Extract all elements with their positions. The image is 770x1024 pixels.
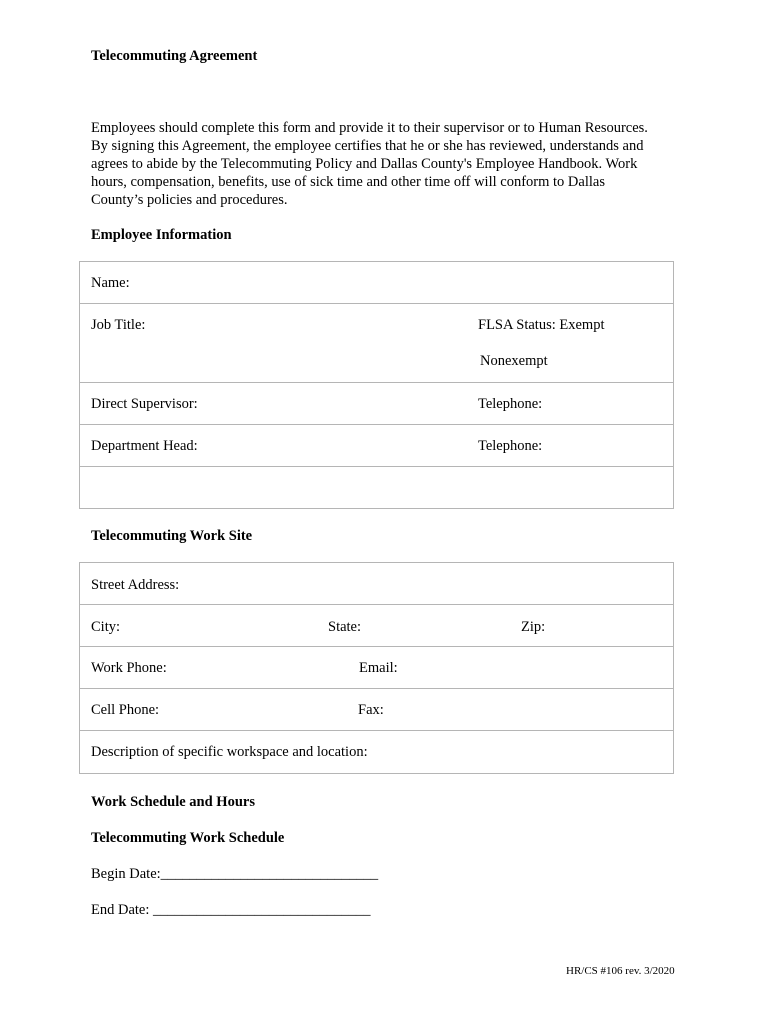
state-label: State: (328, 619, 362, 635)
end-date-field[interactable]: End Date: ______________________________ (91, 902, 371, 918)
cell-phone-row[interactable] (80, 689, 673, 731)
cell-phone-label: Cell Phone: (91, 702, 160, 718)
work-phone-label: Work Phone: (91, 660, 167, 676)
job-title-label: Job Title: (91, 317, 146, 333)
intro-paragraph (91, 119, 681, 209)
department-head-label: Department Head: (91, 438, 198, 454)
employee-info-table (79, 261, 674, 509)
work-schedule-heading: Work Schedule and Hours (91, 794, 255, 810)
city-row[interactable] (80, 605, 673, 647)
department-head-row[interactable] (80, 425, 673, 467)
zip-label: Zip: (521, 619, 546, 635)
email-label: Email: (359, 660, 398, 676)
street-address-row[interactable] (80, 563, 673, 605)
intro-line: agrees to abide by the Telecommuting Policy and Dallas County's Employee Handbook. Work (91, 156, 638, 172)
supervisor-telephone-label: Telephone: (478, 396, 543, 412)
intro-line: Employees should complete this form and provide it to their supervisor or to Human Resources. (91, 120, 648, 136)
fax-label: Fax: (358, 702, 384, 718)
intro-line: County’s policies and procedures. (91, 192, 288, 208)
telecommuting-schedule-subheading: Telecommuting Work Schedule (91, 830, 285, 846)
blank-row[interactable] (80, 467, 673, 508)
name-label: Name: (91, 275, 130, 291)
flsa-nonexempt-option[interactable]: Nonexempt (480, 353, 548, 369)
intro-line: By signing this Agreement, the employee certifies that he or she has reviewed, understands and (91, 138, 644, 154)
work-site-table (79, 562, 674, 774)
flsa-status-label: FLSA Status: Exempt (478, 317, 605, 333)
employee-info-heading: Employee Information (91, 227, 232, 243)
name-row[interactable] (80, 262, 673, 304)
work-phone-row[interactable] (80, 647, 673, 689)
job-title-row[interactable] (80, 304, 673, 383)
direct-supervisor-label: Direct Supervisor: (91, 396, 198, 412)
intro-line: hours, compensation, benefits, use of sick time and other time off will conform to Dallas (91, 174, 605, 190)
department-telephone-label: Telephone: (478, 438, 543, 454)
document-title: Telecommuting Agreement (91, 48, 258, 64)
city-label: City: (91, 619, 121, 635)
direct-supervisor-row[interactable] (80, 383, 673, 425)
workspace-description-row[interactable] (80, 731, 673, 773)
form-revision-footer: HR/CS #106 rev. 3/2020 (566, 965, 675, 977)
street-address-label: Street Address: (91, 577, 180, 593)
workspace-description-label: Description of specific workspace and location: (91, 744, 368, 760)
begin-date-field[interactable]: Begin Date:______________________________ (91, 866, 379, 882)
work-site-heading: Telecommuting Work Site (91, 528, 253, 544)
